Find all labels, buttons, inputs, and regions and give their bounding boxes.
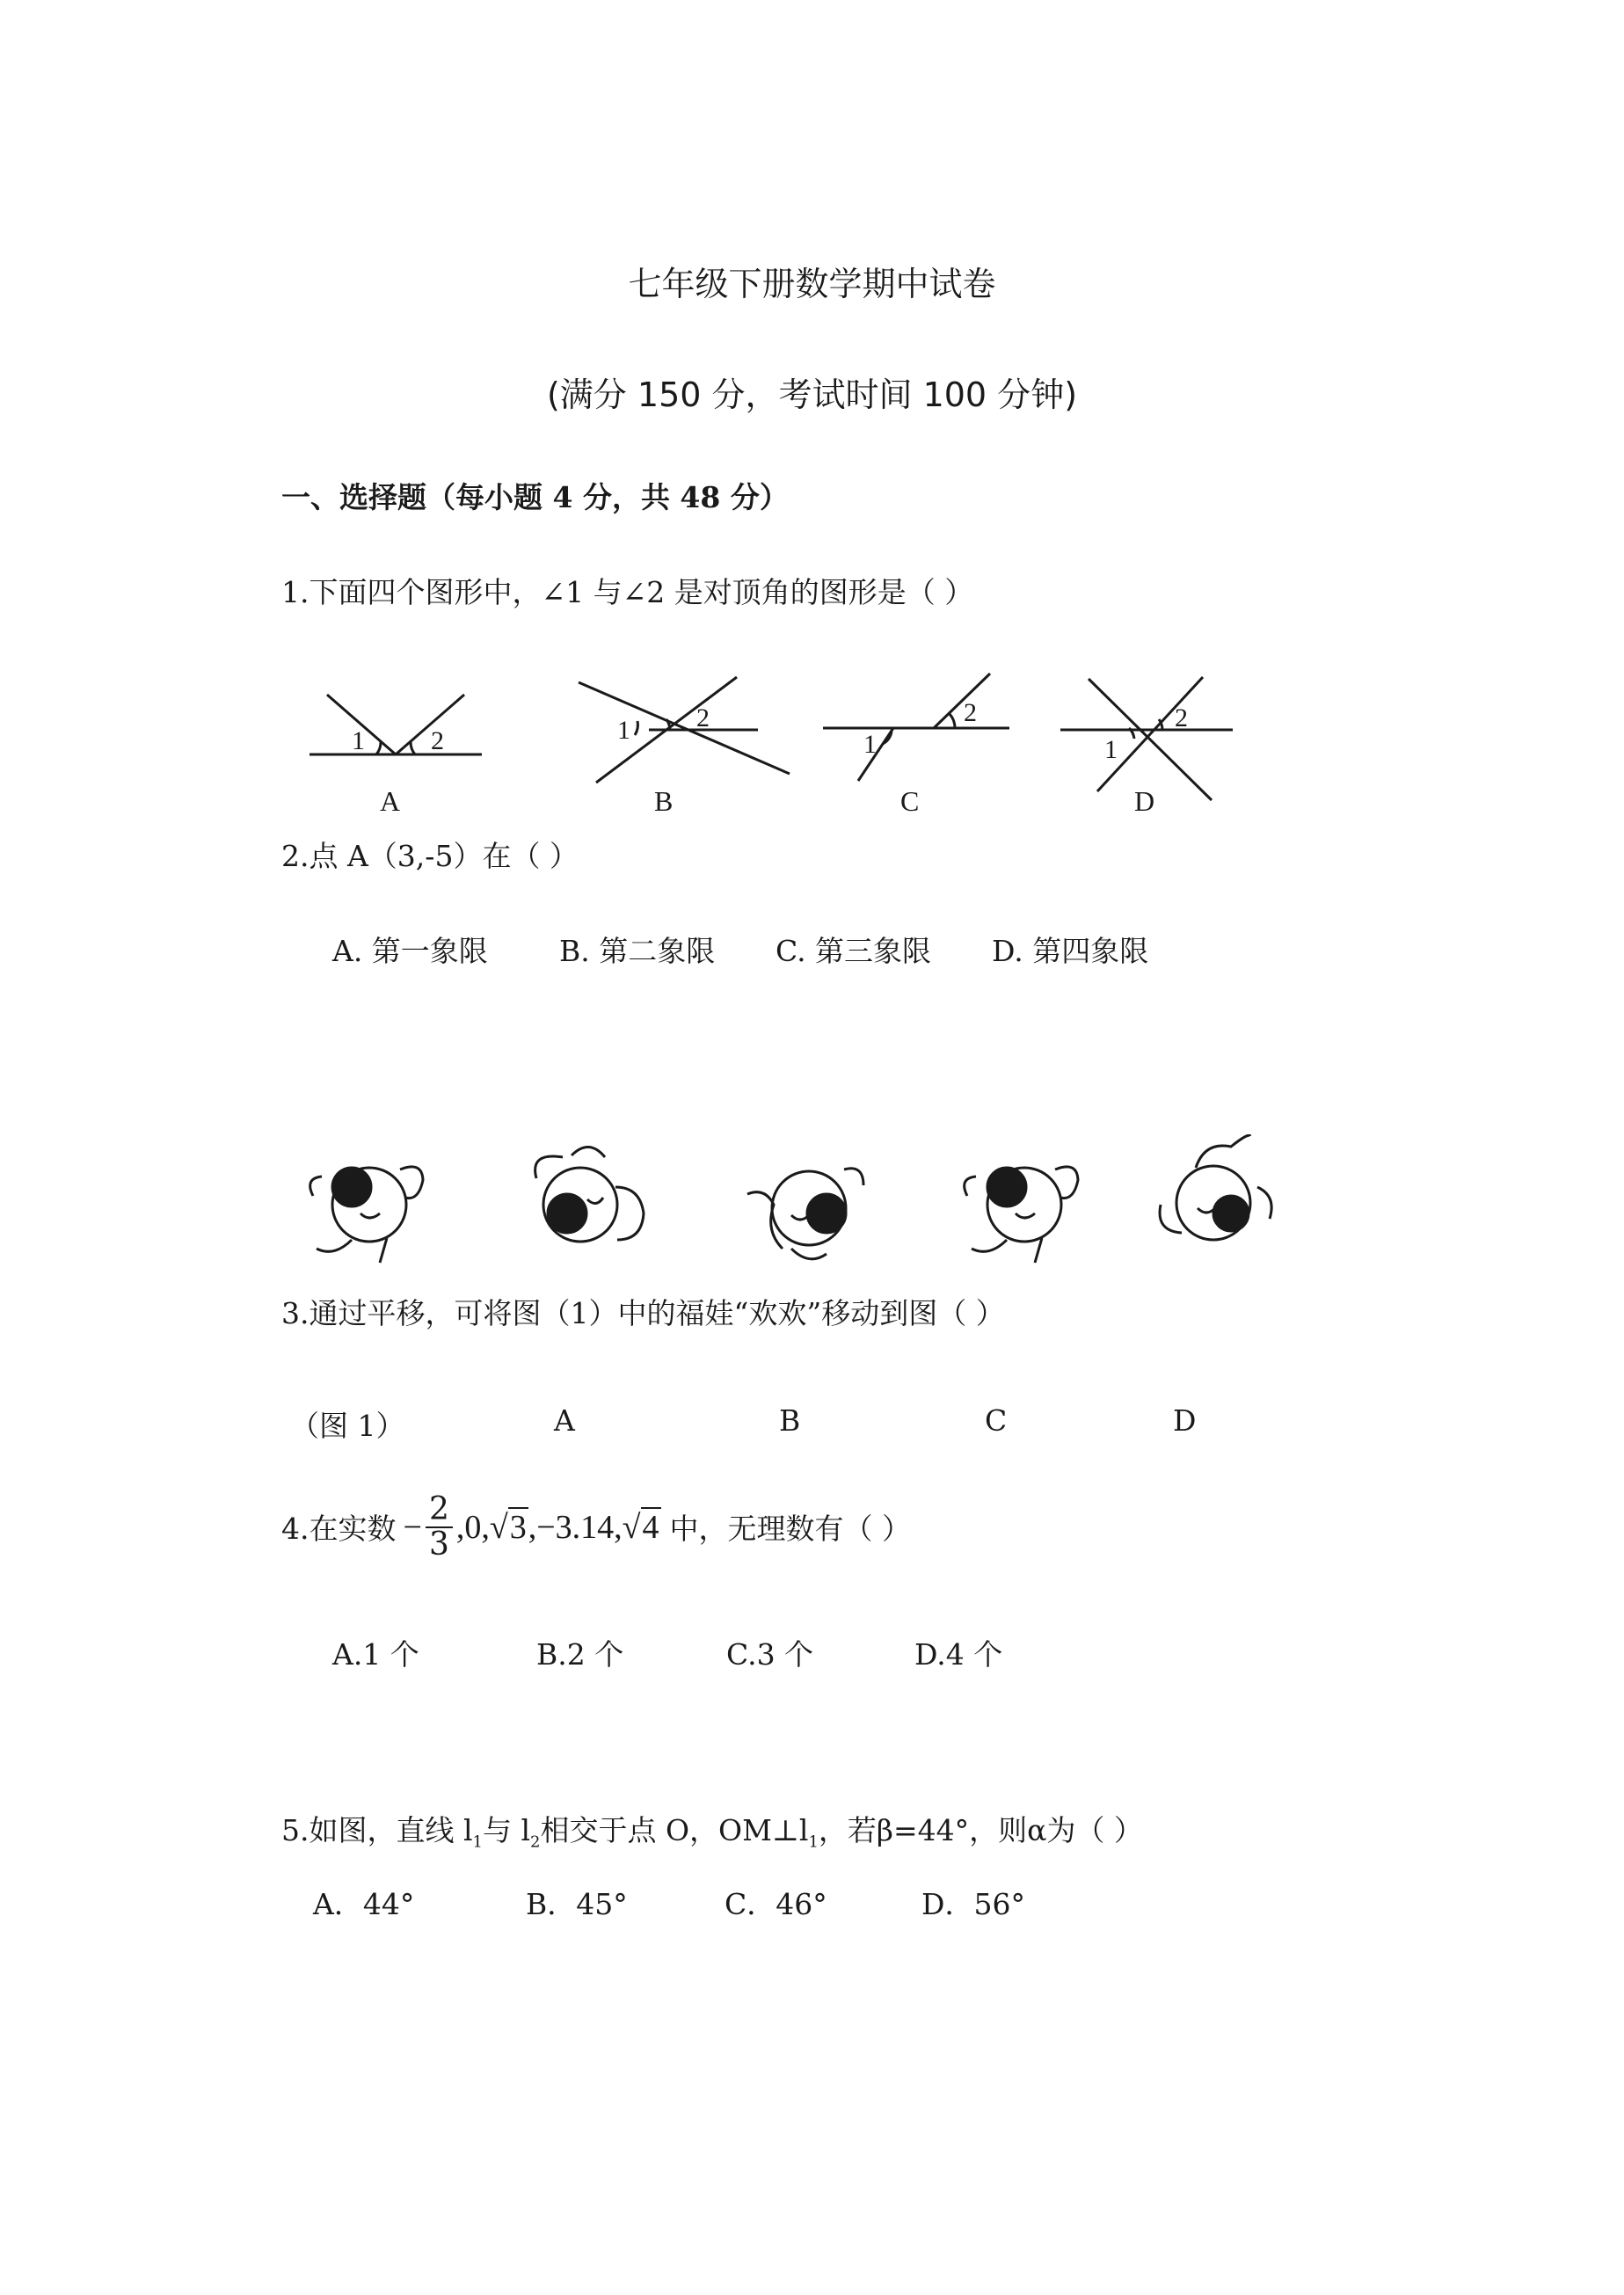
q4-option-a: A.1 个	[332, 1637, 419, 1672]
question-4-stem	[281, 1493, 911, 1562]
q2-option-b: B. 第二象限	[559, 934, 716, 968]
q3-label-b: B	[779, 1403, 801, 1438]
q2-option-d: D. 第四象限	[992, 934, 1149, 968]
q4-sqrt1-value: 3	[509, 1508, 527, 1546]
mascot-figure-d	[1160, 1135, 1271, 1240]
q4-sqrt-2	[641, 1508, 661, 1547]
q3-label-fig1: （图 1）	[290, 1409, 405, 1443]
q4-suffix: 中，无理数有（ ）	[669, 1512, 911, 1547]
q4-minus: −	[403, 1508, 422, 1546]
fig-b-angle2: 2	[696, 703, 710, 732]
fig-d-angle1: 1	[1104, 735, 1118, 764]
mascot-figure-1	[310, 1167, 423, 1263]
question-1-stem: 1.下面四个图形中，∠1 与∠2 是对顶角的图形是（ ）	[281, 575, 974, 609]
fig-d-label: D	[1134, 785, 1155, 817]
q3-label-d: D	[1173, 1403, 1197, 1438]
q3-mascot-figures	[0, 1134, 1624, 1275]
q4-sqrt-sign-1: √	[489, 1508, 508, 1546]
q4-option-c: C.3 个	[726, 1637, 814, 1672]
q5-sub1: 1	[472, 1832, 483, 1852]
question-3-stem: 3.通过平移，可将图（1）中的福娃“欢欢”移动到图（ ）	[281, 1296, 1005, 1330]
q2-option-c: C. 第三象限	[776, 934, 932, 968]
question-2-stem: 2.点 A（3,-5）在（ ）	[281, 839, 579, 873]
mascot-figure-b	[747, 1169, 863, 1259]
fig-c-label: C	[900, 785, 920, 817]
q5-option-a: A．44°	[313, 1887, 415, 1921]
fig-a-label: A	[380, 785, 401, 817]
fig-a-angle1: 1	[352, 726, 365, 755]
q5-sub3: 1	[808, 1832, 819, 1852]
q4-prefix: 4.在实数	[281, 1512, 397, 1547]
q5-option-c: C．46°	[725, 1887, 827, 1921]
fig-b-label: B	[654, 785, 674, 817]
q5-stem-d: ，若β=44°，则α为（ ）	[818, 1813, 1143, 1847]
q1-figures	[0, 651, 1624, 914]
q5-option-b: B．45°	[526, 1887, 628, 1921]
q2-option-a: A. 第一象限	[332, 934, 488, 968]
q4-fraction	[426, 1493, 453, 1562]
page-title: 七年级下册数学期中试卷	[628, 265, 996, 303]
fig-c-angle2: 2	[964, 698, 977, 727]
fig-d-angle2: 2	[1175, 703, 1188, 732]
q4-frac-numerator: 2	[426, 1493, 453, 1528]
q5-sub2: 2	[530, 1832, 541, 1852]
q4-sqrt-sign-2: √	[622, 1508, 641, 1546]
q5-option-d: D．56°	[921, 1887, 1025, 1921]
fig-b-angle1: 1	[617, 716, 630, 745]
q3-label-a: A	[554, 1403, 575, 1438]
section-heading: 一、选择题（每小题 4 分，共 48 分）	[281, 480, 789, 514]
page-subtitle: (满分 150 分，考试时间 100 分钟)	[546, 375, 1078, 414]
mascot-figure-c	[965, 1167, 1078, 1263]
q5-stem-a: 5.如图，直线 l	[281, 1813, 473, 1847]
q3-label-c: C	[985, 1403, 1008, 1438]
fig-a-angle2: 2	[431, 726, 444, 755]
mascot-figure-a	[535, 1147, 644, 1242]
q4-option-b: B.2 个	[536, 1637, 624, 1672]
q4-sqrt-1	[508, 1508, 528, 1547]
q5-stem-b: 与 l	[482, 1813, 531, 1847]
q4-frac-denominator: 3	[428, 1526, 449, 1563]
fig-c-angle1: 1	[863, 730, 877, 759]
q4-seq1: ,0,	[455, 1508, 490, 1546]
q4-seq2: ,−3.14,	[528, 1508, 623, 1546]
q5-stem-c: 相交于点 O，OM⊥l	[540, 1813, 809, 1847]
q4-sqrt2-value: 4	[642, 1508, 659, 1546]
question-5-stem	[281, 1808, 1143, 1852]
q4-option-d: D.4 个	[914, 1637, 1003, 1672]
